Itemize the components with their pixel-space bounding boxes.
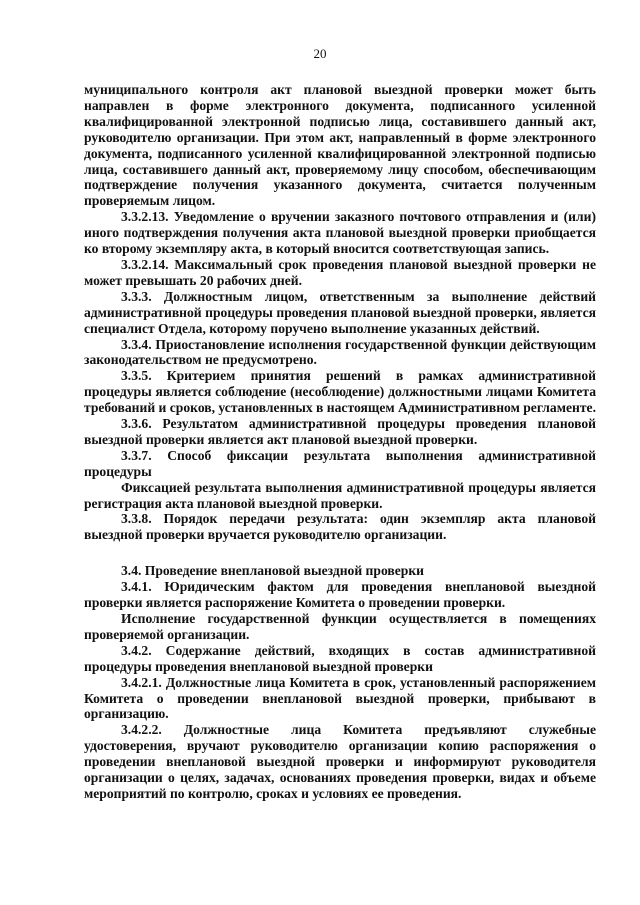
paragraph-3-4-1: 3.4.1. Юридическим фактом для проведения внеплановой выездной проверки является распоряжение Комитета о проведении проверки. [84,579,596,611]
paragraph-3-3-3: 3.3.3. Должностным лицом, ответственным за выполнение действий административной процедуры проведения плановой выездной проверки, является специалист Отдела, которому поручено выполнение указанных действий. [84,288,596,336]
paragraph-execution-place: Исполнение государственной функции осуществляется в помещениях проверяемой организации. [84,611,596,642]
section-gap [84,543,596,563]
paragraph-3-3-6: 3.3.6. Результатом административной процедуры проведения плановой выездной проверки является акт плановой выездной проверки. [84,416,596,447]
paragraph-3-4-2-1: 3.4.2.1. Должностные лица Комитета в срок, установленный распоряжением Комитета о проведении внеплановой выездной проверки, прибывают в организацию. [84,674,596,722]
section-heading-3-4: 3.4. Проведение внеплановой выездной проверки [121,563,425,579]
paragraph-3-3-8: 3.3.8. Порядок передачи результата: один экземпляр акта плановой выездной проверки вручается руководителю организации. [84,511,596,543]
paragraph-3-3-7: 3.3.7. Способ фиксации результата выполнения административной процедуры [84,447,596,479]
paragraph-3-4-2-2: 3.4.2.2. Должностные лица Комитета предъявляют служебные удостоверения, вручают руководителю организации копию распоряжения о проведении внеплановой выездной проверки и информируют руководителя организации о целях, задачах, основаниях проведения проверки, видах и объеме мероприятий по контролю, сроках и условиях ее проведения. [84,722,596,801]
paragraph-3-4-2: 3.4.2. Содержание действий, входящих в состав административной процедуры проведения внеплановой выездной проверки [84,642,596,674]
page-number: 20 [313,46,327,61]
paragraph-3-3-5: 3.3.5. Критерием принятия решений в рамках административной процедуры является соблюдение (несоблюдение) должностными лицами Комитета требований и сроков, установленных в настоящем Административном регламенте. [84,368,596,416]
paragraph-3-3-4: 3.3.4. Приостановление исполнения государственной функции действующим законодательством не предусмотрено. [84,336,596,368]
paragraph-continuation: муниципального контроля акт плановой выездной проверки может быть направлен в форме электронного документа, подписанного усиленной квалифицированной электронной подписью лица, составившего данный акт, руководителю организации. При этом акт, направленный в форме электронного документа, подписанного усиленной квалифицированной электронной подписью лица, составившего данный акт, проверяемому лицу способом, обеспечивающим подтверждение получения указанного документа, считается полученным проверяемым лицом. [84,82,596,209]
paragraph-3-3-2-13: 3.3.2.13. Уведомление о вручении заказного почтового отправления и (или) иного подтверждения получения акта плановой выездной проверки приобщается ко второму экземпляру акта, в который вносится соответствующая запись. [84,209,596,257]
paragraph-3-3-2-14: 3.3.2.14. Максимальный срок проведения плановой выездной проверки не может превышать 20 рабочих дней. [84,256,596,288]
document-body [84,82,596,802]
paragraph-fixation: Фиксацией результата выполнения административной процедуры является регистрация акта плановой выездной проверки. [84,479,596,511]
